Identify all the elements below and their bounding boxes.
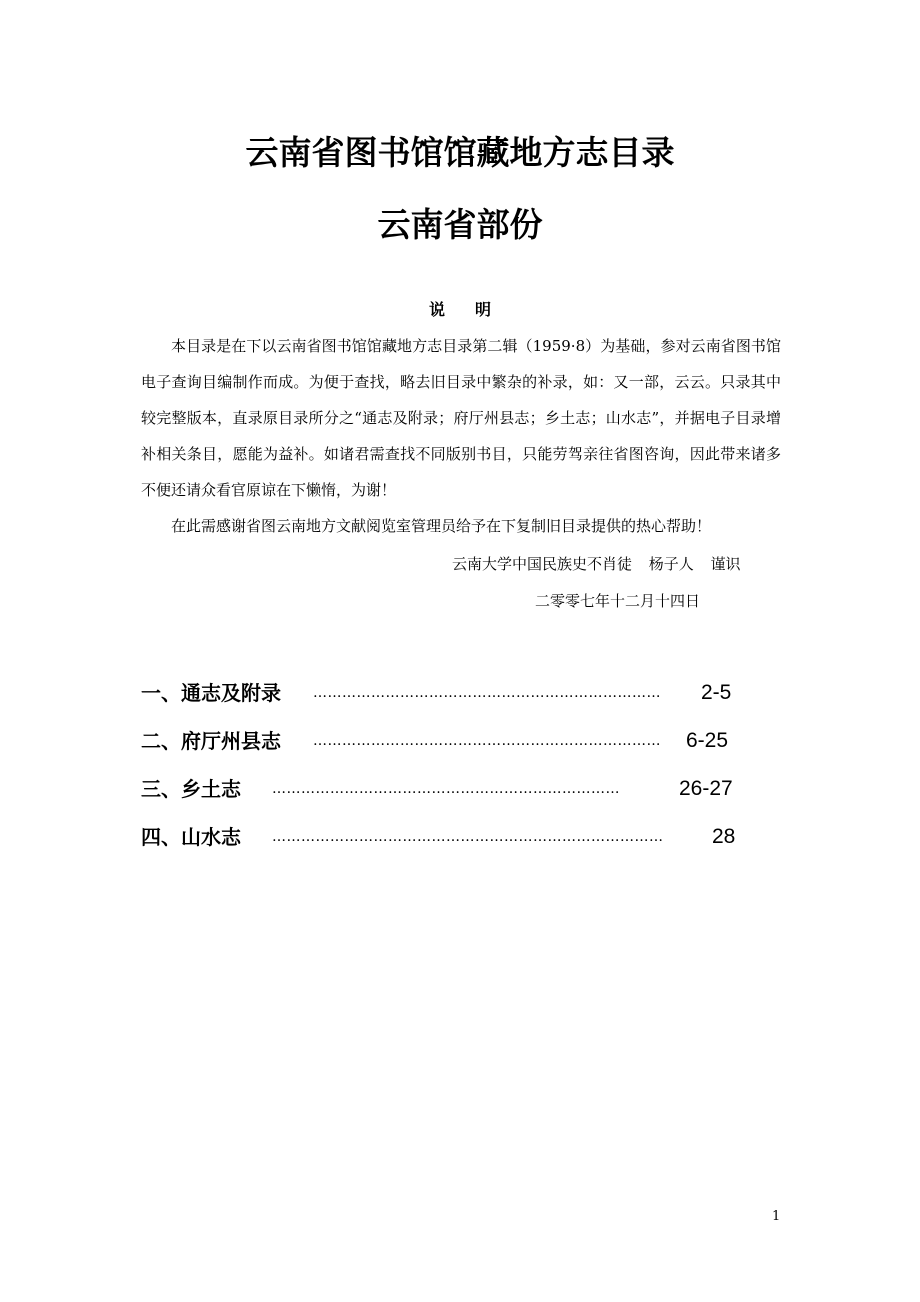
toc-entry-label: 二、府厅州县志	[141, 729, 281, 753]
toc-entry-page: 6-25	[686, 729, 729, 752]
author-signature: 云南大学中国民族史不肖徒 杨子人 谨识	[452, 555, 741, 573]
toc-entry-page: 2-5	[701, 681, 732, 704]
toc-dot-leader: ………………………………………………………………	[313, 685, 661, 701]
toc-entry-label: 一、通志及附录	[141, 681, 281, 705]
toc-entry-page: 28	[712, 825, 736, 848]
intro-paragraph: 本目录是在下以云南省图书馆馆藏地方志目录第二辑（1959·8）为基础，参对云南省图书馆电子查询目编制作而成。为便于查找，略去旧目录中繁杂的补录，如：又一部，云云。只录其中较完整版本，直录原目录所分之“通志及附录；府厅州县志；乡土志；山水志”，并据电子目录增补相关条目，愿能为益补。如诸君需查找不同版别书目，只能劳驾亲往省图咨询，因此带来诸多不便还请众看官原谅在下懒惰，为谢！	[141, 337, 781, 499]
toc-dot-leader: ………………………………………………………………	[313, 733, 661, 749]
toc-entry-page: 26-27	[679, 777, 733, 800]
section-heading: 说明	[428, 300, 521, 319]
toc-entry-label: 四、山水志	[141, 825, 241, 849]
document-title: 云南省图书馆馆藏地方志目录	[245, 133, 675, 172]
signature-date: 二零零七年十二月十四日	[535, 592, 701, 610]
document-subtitle: 云南省部份	[377, 205, 543, 244]
toc-dot-leader: ………………………………………………………………	[272, 781, 620, 797]
toc-entry-label: 三、乡土志	[141, 777, 241, 801]
toc-dot-leader: ………………………………………………………………………	[272, 829, 664, 845]
thanks-paragraph: 在此需感谢省图云南地方文献阅览室管理员给予在下复制旧目录提供的热心帮助！	[171, 517, 712, 535]
page-number: 1	[772, 1209, 781, 1224]
